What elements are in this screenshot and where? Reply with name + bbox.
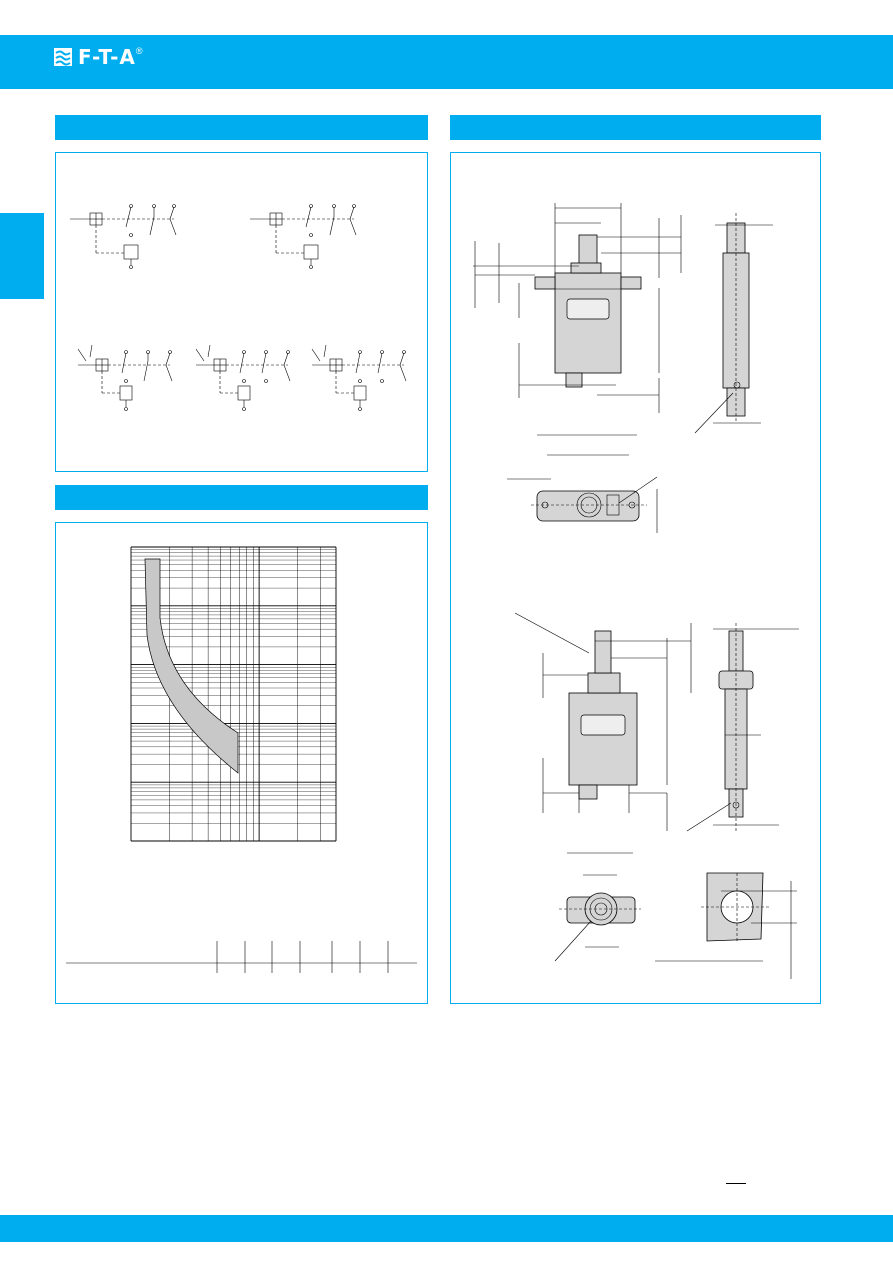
trip-curve-band [145, 559, 238, 773]
circuit-diagram-icon [56, 153, 427, 471]
panel-time-current-curve [55, 522, 428, 1004]
top-view-1 [507, 435, 657, 533]
panel-circuit-diagrams [55, 152, 428, 472]
section-bar-time-current-curve [55, 485, 428, 510]
panel-cutout [655, 873, 797, 979]
front-view-1 [473, 203, 681, 413]
panel-dimensions [450, 152, 821, 1004]
circuit-diagram-3 [78, 345, 172, 411]
side-tab [0, 213, 44, 299]
registered-mark: ® [135, 46, 143, 56]
circuit-diagram-2 [250, 205, 356, 269]
side-view-2 [687, 623, 799, 833]
trip-curve-grid [131, 547, 336, 841]
circuit-diagram-1 [70, 205, 176, 269]
side-view-1 [695, 213, 773, 433]
section-bar-circuit-diagrams [55, 115, 428, 140]
brand-logo [54, 46, 143, 68]
table-dividers [217, 941, 388, 973]
page-number-rule [726, 1183, 746, 1184]
front-view-2 [515, 613, 691, 831]
trip-curve-icon [56, 523, 427, 1003]
footer-bar [0, 1215, 893, 1242]
section-bar-dimensions [450, 115, 821, 140]
brand-name: F-T-A [78, 45, 136, 69]
circuit-diagram-5 [312, 345, 406, 411]
fta-logo-icon [54, 48, 72, 66]
technical-drawing-icon [451, 153, 820, 1003]
circuit-diagram-4 [196, 345, 290, 411]
top-view-2 [555, 853, 641, 961]
